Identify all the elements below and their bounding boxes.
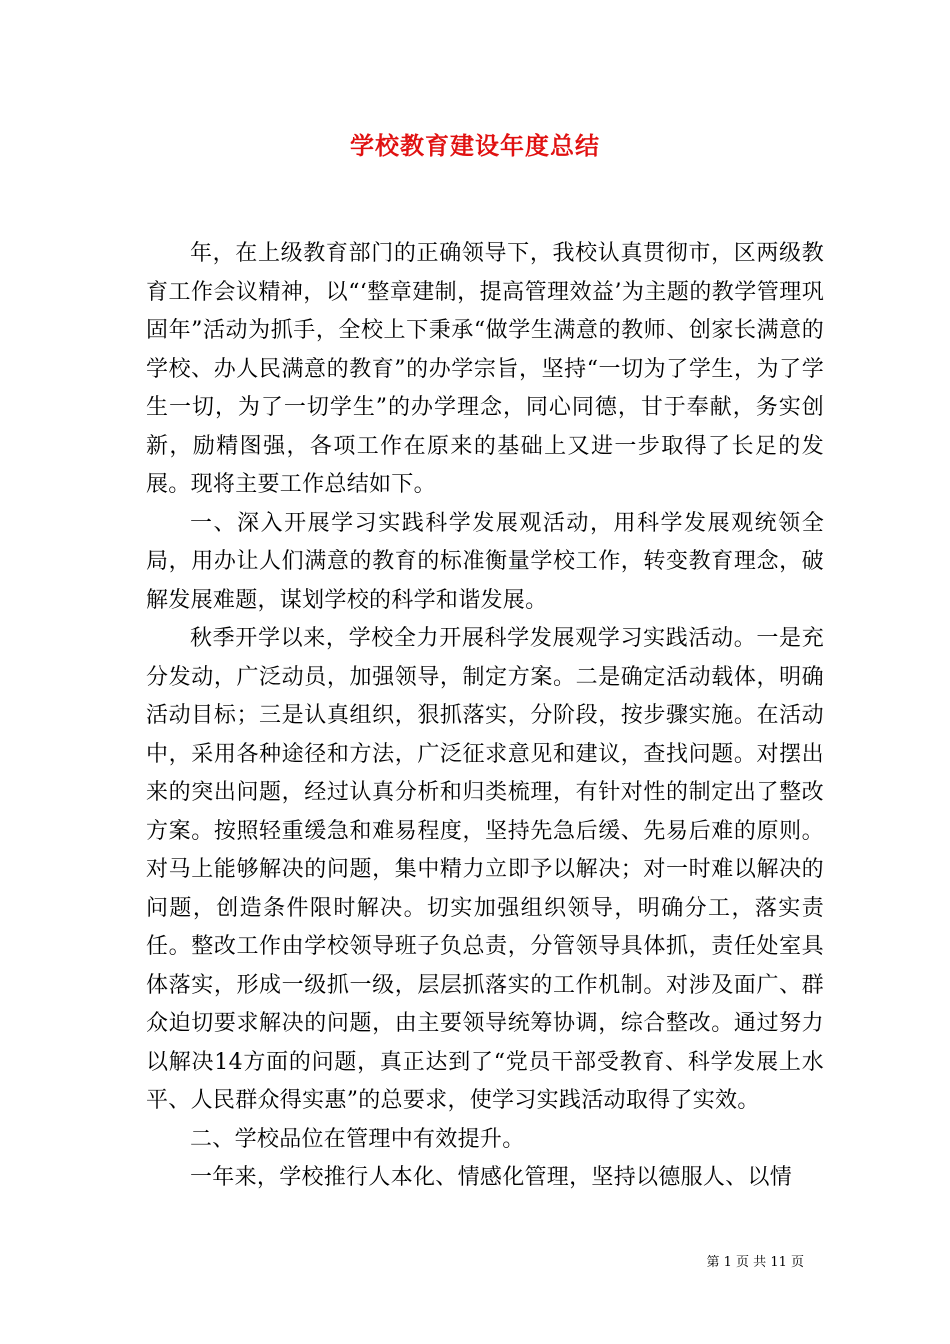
paragraph-intro: 年，在上级教育部门的正确领导下，我校认真贯彻市，区两级教育工作会议精神，以“‘整章建制，提高管理效益’为主题的教学管理巩固年”活动为抓手，全校上下秉承“做学生满意的教师、创家长满意的学校、办人民满意的教育”的办学宗旨，坚持“一切为了学生，为了学生一切，为了一切学生”的办学理念，同心同德，甘于奉献，务实创新，励精图强，各项工作在原来的基础上又进一步取得了长足的发展。现将主要工作总结如下。 [146,241,824,497]
paragraph-section-one-heading: 一、深入开展学习实践科学发展观活动，用科学发展观统领全局，用办让人们满意的教育的标准衡量学校工作，转变教育理念，破解发展难题，谋划学校的科学和谐发展。 [146,510,824,613]
page-number: 第 1 页 共 11 页 [706,1255,804,1270]
document-title: 学校教育建设年度总结 [350,131,600,160]
paragraph-section-one-body: 秋季开学以来，学校全力开展科学发展观学习实践活动。一是充分发动，广泛动员，加强领导，制定方案。二是确定活动载体，明确活动目标；三是认真组织，狠抓落实，分阶段，按步骤实施。在活动中，采用各种途径和方法，广泛征求意见和建议，查找问题。对摆出来的突出问题，经过认真分析和归类梳理，有针对性的制定出了整改方案。按照轻重缓急和难易程度，坚持先急后缓、先易后难的原则。对马上能够解决的问题，集中精力立即予以解决；对一时难以解决的问题，创造条件限时解决。切实加强组织领导，明确分工，落实责任。整改工作由学校领导班子负总责，分管领导具体抓，责任处室具体落实，形成一级抓一级，层层抓落实的工作机制。对涉及面广、群众迫切要求解决的问题，由主要领导统筹协调，综合整改。通过努力以解决14方面的问题，真正达到了“党员干部受教育、科学发展上水平、人民群众得实惠”的总要求，使学习实践活动取得了实效。 [146,626,824,1113]
paragraph-section-two-heading: 二、学校品位在管理中有效提升。 [190,1126,525,1152]
document-body [146,235,824,1198]
paragraph-section-two-body: 一年来，学校推行人本化、情感化管理，坚持以德服人、以情 [190,1165,793,1190]
